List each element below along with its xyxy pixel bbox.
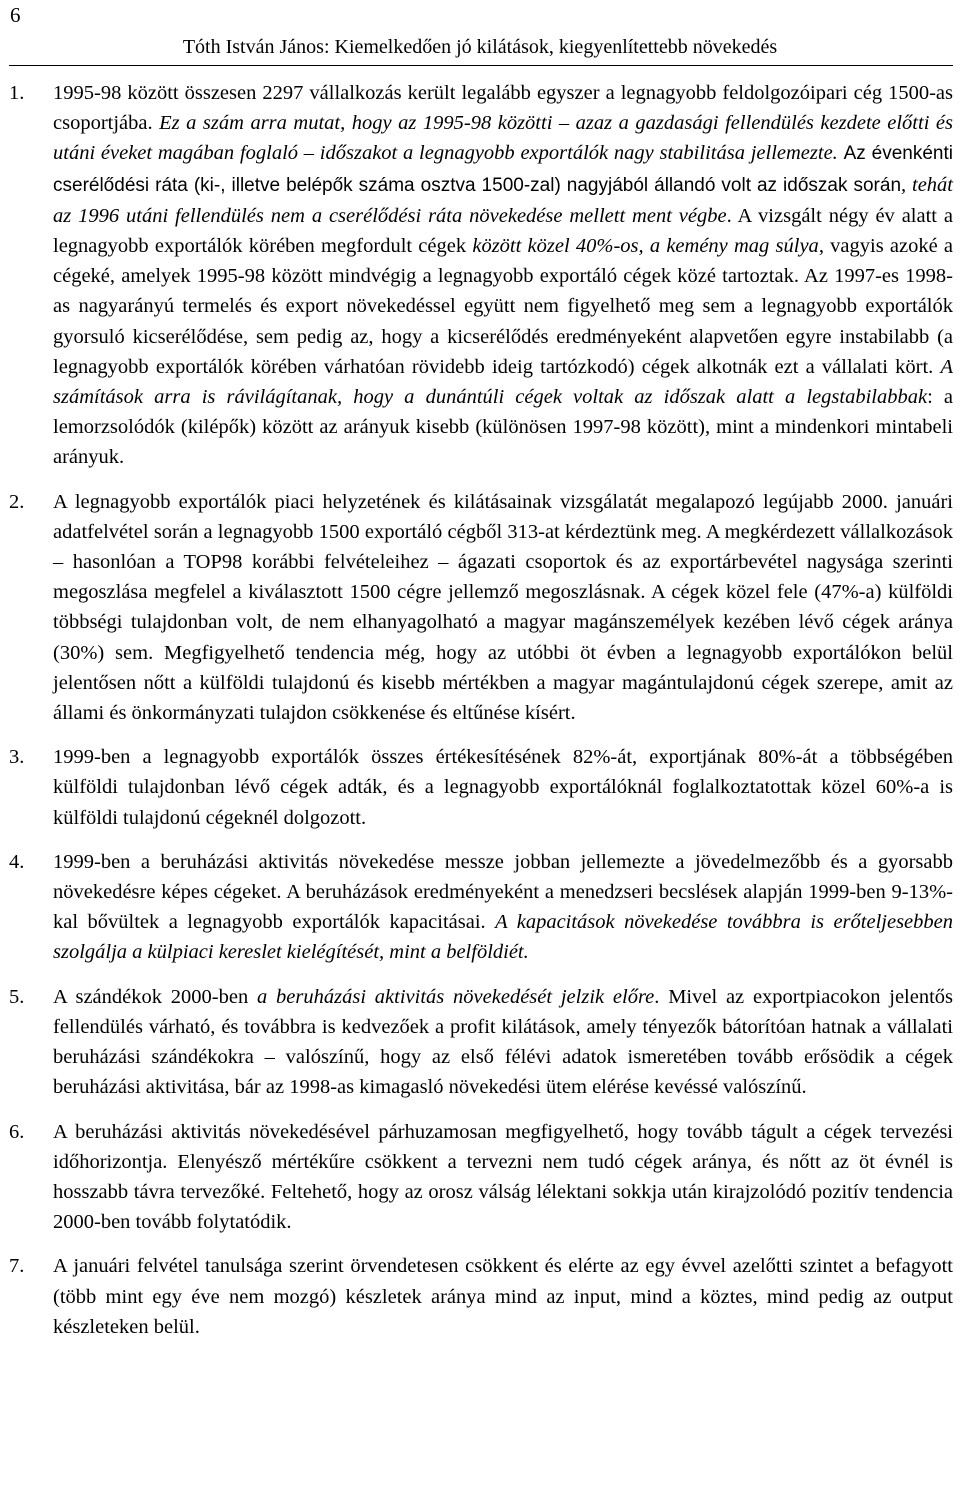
finding-number: 3. xyxy=(9,746,25,769)
emphasis-text: Ez a szám arra mutat, hogy az 1995-98 közötti – azaz a gazdasági fellendülés kezdete előtti és utáni éveket magában foglaló – időszakot a legnagyobb exportálók nagy stabilitása jellemezte. xyxy=(53,112,953,165)
finding-item xyxy=(9,1117,953,1238)
emphasis-text: , tehát az 1996 utáni fellendülés nem a cserélődési ráta növekedése mellett ment végbe xyxy=(53,173,954,227)
emphasis-text: között közel 40%-os, a kemény mag súlya xyxy=(472,235,819,258)
body-text: A beruházási aktivitás növekedésével párhuzamosan megfigyelhető, hogy tovább tágult a cégek tervezési időhorizontja. Elenyésző mértékűre csökkent a tervezni nem tudó cégek aránya, és nőtt az öt évnél is hosszabb távra tervezőké. Feltehető, hogy az orosz válság lélektani sokkja után kirajzolódó pozitív tendencia 2000-ben tovább folytatódik. xyxy=(53,1120,953,1234)
body-text: Az évenkénti cserélődési ráta (ki-, illetve belépők száma osztva 1500-zal) nagyjából állandó volt az időszak során xyxy=(53,143,953,196)
finding-number: 2. xyxy=(9,490,25,513)
body-text: . Mivel az exportpiacokon jelentős fellendülés várható, és továbbra is kedvezőek a profit kilátások, amely tényezők bátorítóan hatnak a vállalati beruházási szándékokra – valószínű, hogy az első félévi adatok ismeretében tovább erősödik a cégek beruházási aktivitása, bár az 1998-as kimagasló növekedési ütem elérése kevéssé valószínű. xyxy=(53,985,954,1099)
finding-item xyxy=(9,487,953,729)
body-text: 1995-98 között összesen 2297 vállalkozás került legalább egyszer a legnagyobb feldolgozóipari cég 1500-as csoportjába. xyxy=(53,82,953,135)
emphasis-text: A kapacitások növekedése továbbra is erőteljesebben szolgálja a külpiaci kereslet kielégítését, mint a belföldiét. xyxy=(53,911,953,964)
body-text: . A vizsgált négy év alatt a legnagyobb exportálók körében megfordult cégek xyxy=(53,204,953,258)
body-text: : a lemorzsolódók (kilépők) között az arányuk kisebb (különösen 1997-98 között), mint a mindenkori mintabeli arányuk. xyxy=(53,386,954,469)
page-number: 6 xyxy=(10,3,21,27)
finding-number: 1. xyxy=(9,82,25,104)
finding-number: 5. xyxy=(9,985,25,1008)
finding-item xyxy=(9,847,953,968)
finding-item xyxy=(9,742,953,833)
body-text: 1999-ben a beruházási aktivitás növekedése messze jobban jellemezte a jövedelmezőbb és a gyorsabb növekedésre képes cégeket. A beruházások eredményeként a menedzseri becslések alapján 1999-ben 9-13%-kal bővültek a legnagyobb exportálók kapacitásai. xyxy=(53,850,953,934)
finding-number: 7. xyxy=(9,1255,25,1278)
body-text: 1999-ben a legnagyobb exportálók összes értékesítésének 82%-át, exportjának 80%-át a többségében külföldi tulajdonban lévő cégek adták, és a legnagyobb exportálóknál foglalkoztatottak közel 60%-a is külföldi tulajdonú cégeknél dolgozott. xyxy=(53,746,953,829)
numbered-findings-list xyxy=(9,78,953,1356)
body-text: A legnagyobb exportálók piaci helyzetének és kilátásainak vizsgálatát megalapozó legújabb 2000. januári adatfelvétel során a legnagyobb 1500 exportáló cégből 313-at kérdeztünk meg. A megkérdezett vállalkozások – hasonlóan a TOP98 korábbi felvételeihez – ágazati csoportok és az exportárbevétel nagysága szerinti megoszlása megfelel a kiválasztott 1500 cégre jellemző megoszlásnak. A cégek közel fele (47%-a) külföldi többségi tulajdonban volt, de nem elhanyagolható a magyar magánszemélyek kezében lévő cégek aránya (30%) sem. Megfigyelhető tendencia még, hogy az utóbbi öt évben a legnagyobb exportálókon belül jelentősen nőtt a külföldi tulajdonú és kisebb mértékben a magyar magántulajdonú cégek szerepe, amit az állami és önkormányzati tulajdon csökkenése és eltűnése kísért. xyxy=(53,490,953,725)
running-header: Tóth István János: Kiemelkedően jó kilátások, kiegyenlítettebb növekedés xyxy=(182,36,778,58)
finding-item xyxy=(9,78,953,473)
finding-number: 4. xyxy=(9,850,25,873)
emphasis-text: a beruházási aktivitás növekedését jelzik előre xyxy=(257,985,655,1008)
finding-item xyxy=(9,982,953,1103)
finding-item xyxy=(9,1251,953,1342)
finding-number: 6. xyxy=(9,1120,25,1143)
body-text: , vagyis azoké a cégeké, amelyek 1995-98 között mindvégig a legnagyobb exportáló cégek közé tartoztak. Az 1997-es 1998-as nagyarányú termelés és export növekedéssel együtt nem figyelhető meg sem a legnagyobb exportálók gyorsuló kicserélődése, sem pedig az, hogy a kicserélődés eredményeként alapvetően egyre instabilabb (a legnagyobb exportálók körében várhatóan rövidebb ideig tartózkodó) cégek alkotnák ezt a vállalati kört. xyxy=(53,235,954,378)
header-divider xyxy=(9,65,953,66)
body-text: A januári felvétel tanulsága szerint örvendetesen csökkent és elérte az egy évvel azelőtti szintet a befagyott (több mint egy éve nem mozgó) készletek aránya mind az input, mind a köztes, mind pedig az output készleteken belül. xyxy=(53,1255,953,1338)
emphasis-text: A számítások arra is rávilágítanak, hogy a dunántúli cégek voltak az időszak alatt a legstabilabbak xyxy=(53,355,953,409)
body-text: A szándékok 2000-ben xyxy=(53,985,257,1008)
